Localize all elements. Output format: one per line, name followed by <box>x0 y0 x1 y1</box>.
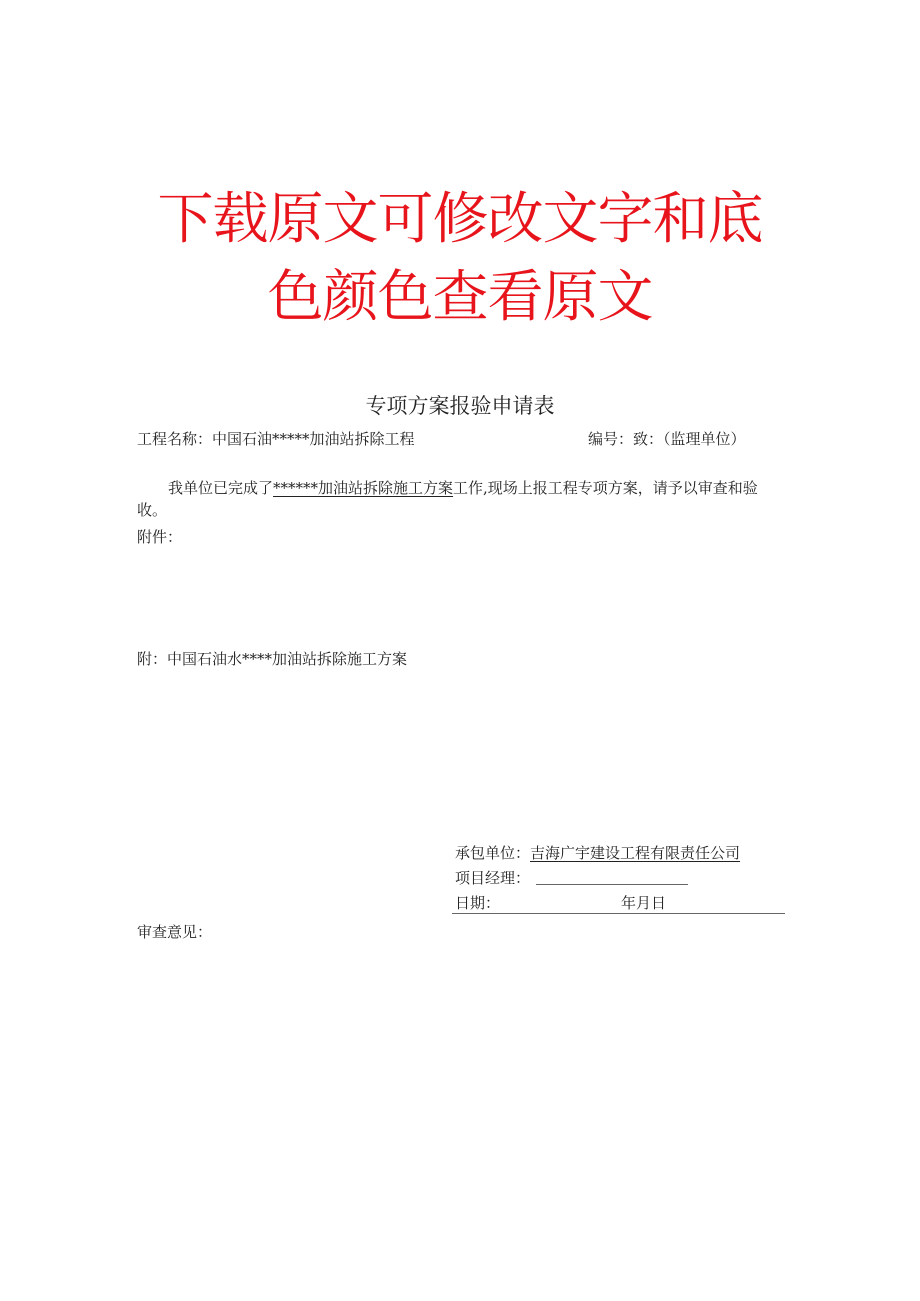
contractor-label: 承包单位： <box>455 844 531 862</box>
watermark-banner-line-2: 色颜色查看原文 <box>267 265 653 330</box>
number-label: 编号： <box>588 430 634 448</box>
review-opinion-label: 审查意见： <box>137 923 213 941</box>
watermark-banner-line-1: 下载原文可修改文字和底 <box>157 187 763 252</box>
contractor-row <box>455 846 740 861</box>
date-underline <box>452 913 785 914</box>
body-underlined-plan: ******加油站拆除施工方案 <box>273 479 454 497</box>
form-title: 专项方案报验申请表 <box>365 394 555 418</box>
attachment-label: 附件： <box>137 528 183 546</box>
body-suffix: 工作,现场上报工程专项方案，请予以审查和验 <box>453 479 758 497</box>
date-label: 日期： <box>455 894 501 912</box>
project-name-label: 工程名称： <box>137 430 213 448</box>
manager-signature-line <box>536 884 688 885</box>
date-suffix: 年月日 <box>621 894 667 912</box>
to-label: 致： <box>633 430 664 448</box>
contractor-value: 吉海广宇建设工程有限责任公司 <box>530 844 741 862</box>
body-paragraph-line-1 <box>168 481 758 496</box>
project-name-row <box>137 432 415 447</box>
to-value: （监理单位） <box>663 430 746 448</box>
manager-label: 项目经理： <box>455 869 531 887</box>
number-to-row <box>588 432 746 447</box>
attachment-item: 附：中国石油水****加油站拆除施工方案 <box>137 650 408 668</box>
body-paragraph-line-2: 收。 <box>137 501 168 519</box>
project-name-value: 中国石油*****加油站拆除工程 <box>212 430 415 448</box>
body-prefix: 我单位已完成了 <box>168 479 274 497</box>
